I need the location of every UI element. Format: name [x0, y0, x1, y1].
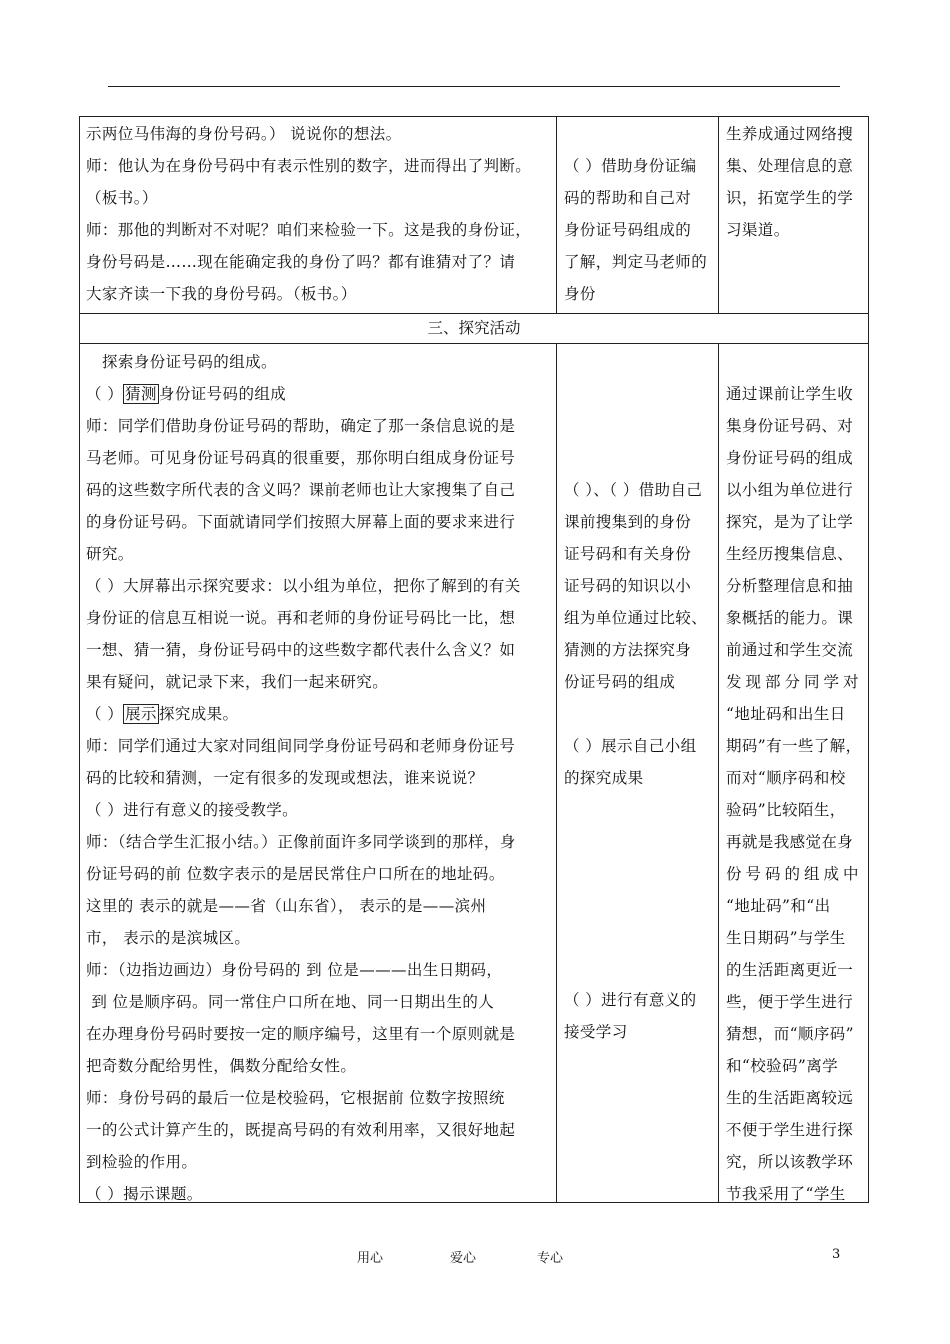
- main-student-group-3: [564, 984, 714, 1048]
- main-student-group-2: [564, 730, 714, 794]
- main-student-group-1: [564, 474, 714, 698]
- boxed-keyword: 猜测: [125, 385, 157, 403]
- footer-text: 用心: [357, 1251, 384, 1266]
- footer-text: 爱心: [450, 1251, 477, 1266]
- text-line: [86, 698, 552, 730]
- text-line: 节我采用了“学生: [726, 1185, 846, 1203]
- text-line: 猜测的方法探究身: [564, 641, 692, 659]
- section-title: 三、探究活动: [427, 319, 521, 337]
- text-line: 验码”比较陌生，: [726, 801, 846, 819]
- text-line: 师：同学们借助身份证号码的帮助，确定了那一条信息说的是: [86, 417, 516, 435]
- text-line: 研究。: [86, 545, 134, 563]
- text-line: 了解，判定马老师的: [564, 253, 708, 271]
- text-line: 这里的 表示的就是——省（山东省）， 表示的是——滨州: [86, 897, 487, 915]
- text-line: （ ）展示自己小组: [564, 737, 697, 755]
- column-divider: [556, 116, 557, 313]
- column-divider: [556, 343, 557, 1203]
- text-line: 果有疑问，就记录下来，我们一起来研究。: [86, 673, 389, 691]
- text-line: 组为单位通过比较、: [564, 609, 708, 627]
- text-line: 以小组为单位进行: [726, 481, 854, 499]
- text-line: 探究，是为了让学: [726, 513, 854, 531]
- text-line: 身份证的信息互相说一说。再和老师的身份证号码比一比，想: [86, 609, 516, 627]
- text-line: （ ）揭示课题。: [86, 1185, 203, 1203]
- text-line: 一想、猜一猜，身份证号码中的这些数字都代表什么含义？如: [86, 641, 516, 659]
- main-process-cell: [86, 346, 552, 1210]
- text-line: 码的帮助和自己对: [564, 189, 692, 207]
- text-run: 探究成果。: [158, 705, 239, 723]
- text-line: 师：（边指边画边）身份号码的 到 位是———出生日期码，: [86, 961, 503, 979]
- text-line: 身份号码是……现在能确定我的身份了吗？都有谁猜对了？请: [86, 253, 516, 271]
- text-line: 示两位马伟海的身份号码。） 说说你的想法。: [86, 125, 402, 143]
- text-line: 课前搜集到的身份: [564, 513, 692, 531]
- text-line: 份证号码的组成: [564, 673, 676, 691]
- text-line: 生养成通过网络搜: [726, 125, 854, 143]
- step-marker: （ ）: [86, 385, 124, 403]
- text-line: 生日期码”与学生: [726, 929, 846, 947]
- text-line: （ ）、（ ）借助自己: [564, 481, 703, 499]
- text-line: （ ）进行有意义的: [564, 991, 697, 1009]
- text-line: 通过课前让学生收: [726, 385, 854, 403]
- footer-text: 专心: [537, 1251, 564, 1266]
- text-line: 师：（结合学生汇报小结。）正像前面许多同学谈到的那样，身: [86, 833, 516, 851]
- text-run: 身份证号码的组成: [158, 385, 287, 403]
- text-line: 的生活距离更近一: [726, 961, 854, 979]
- text-line: 师：身份号码的最后一位是校验码，它根据前 位数字按照统: [86, 1089, 505, 1107]
- text-line: 前通过和学生交流: [726, 641, 854, 659]
- text-line: 集、处理信息的意: [726, 157, 854, 175]
- text-line: “地址码”和“出: [726, 897, 831, 915]
- text-line: 身份证号码组成的: [564, 221, 692, 239]
- text-line: 的探究成果: [564, 769, 644, 787]
- text-line: 接受学习: [564, 1023, 628, 1041]
- text-line: （ ）借助身份证编: [564, 157, 697, 175]
- top-process-cell: [86, 118, 552, 310]
- text-line: 把奇数分配给男性，偶数分配给女性。: [86, 1057, 357, 1075]
- text-line: 期码”有一些了解，: [726, 737, 862, 755]
- text-line: 码的这些数字所代表的含义吗？课前老师也让大家搜集了自己: [86, 481, 516, 499]
- text-line: 身份: [564, 285, 596, 303]
- text-line: 市， 表示的是滨城区。: [86, 929, 251, 947]
- text-line: 识，拓宽学生的学: [726, 189, 854, 207]
- text-line: 发现部分同学对: [726, 673, 863, 691]
- text-line: 猜想，而“顺序码”: [726, 1025, 854, 1043]
- text-line: 师：他认为在身份号码中有表示性别的数字，进而得出了判断。: [86, 157, 532, 175]
- text-line: 习渠道。: [726, 221, 790, 239]
- text-line: 在办理身份号码时要按一定的顺序编号，这里有一个原则就是: [86, 1025, 516, 1043]
- text-line: 些，便于学生进行: [726, 993, 854, 1011]
- text-line: 大家齐读一下我的身份号码。（板书。）: [86, 285, 357, 303]
- text-line: 究，所以该教学环: [726, 1153, 854, 1171]
- page-number: 3: [832, 1247, 841, 1262]
- text-line: 而对“顺序码和校: [726, 769, 846, 787]
- step-marker: （ ）: [86, 705, 124, 723]
- text-line: 证号码的知识以小: [564, 577, 692, 595]
- text-line: 到检验的作用。: [86, 1153, 198, 1171]
- top-intent-cell: [726, 118, 866, 246]
- text-line: [86, 378, 552, 410]
- text-line: （ ）大屏幕出示探究要求：以小组为单位，把你了解到的有关: [86, 577, 521, 595]
- text-line: 探索身份证号码的组成。: [102, 353, 277, 371]
- main-intent-cell: [726, 378, 866, 1210]
- text-line: 再就是我感觉在身: [726, 833, 854, 851]
- row-divider: [79, 343, 869, 344]
- text-line: 师：那他的判断对不对呢？咱们来检验一下。这是我的身份证，: [86, 221, 532, 239]
- text-line: 份号码的组成中: [726, 865, 863, 883]
- text-line: “地址码和出生日: [726, 705, 846, 723]
- column-divider: [718, 116, 719, 313]
- text-line: 码的比较和猜测，一定有很多的发现或想法，谁来说说？: [86, 769, 484, 787]
- text-line: （ ）进行有意义的接受教学。: [86, 801, 299, 819]
- column-divider: [718, 343, 719, 1203]
- text-line: 份证号码的前 位数字表示的是居民常住户口所在的地址码。: [86, 865, 505, 883]
- text-line: 分析整理信息和抽: [726, 577, 854, 595]
- boxed-keyword: 展示: [125, 705, 157, 723]
- top-student-cell: [564, 150, 714, 310]
- header-rule: [108, 86, 840, 87]
- text-line: 不便于学生进行探: [726, 1121, 854, 1139]
- text-line: 一的公式计算产生的，既提高号码的有效利用率，又很好地起: [86, 1121, 516, 1139]
- text-line: 生经历搜集信息、: [726, 545, 854, 563]
- text-line: 证号码和有关身份: [564, 545, 692, 563]
- text-line: 生的生活距离较远: [726, 1089, 854, 1107]
- text-line: 到 位是顺序码。同一常住户口所在地、同一日期出生的人: [86, 993, 495, 1011]
- text-line: 的身份证号码。下面就请同学们按照大屏幕上面的要求来进行: [86, 513, 516, 531]
- text-line: 集身份证号码、对: [726, 417, 854, 435]
- text-line: 身份证号码的组成: [726, 449, 854, 467]
- text-line: （板书。）: [86, 189, 158, 207]
- text-line: 和“校验码”离学: [726, 1057, 839, 1075]
- text-line: 象概括的能力。课: [726, 609, 854, 627]
- text-line: 马老师。可见身份证号码真的很重要，那你明白组成身份证号: [86, 449, 516, 467]
- text-line: 师：同学们通过大家对同组间同学身份证号码和老师身份证号: [86, 737, 516, 755]
